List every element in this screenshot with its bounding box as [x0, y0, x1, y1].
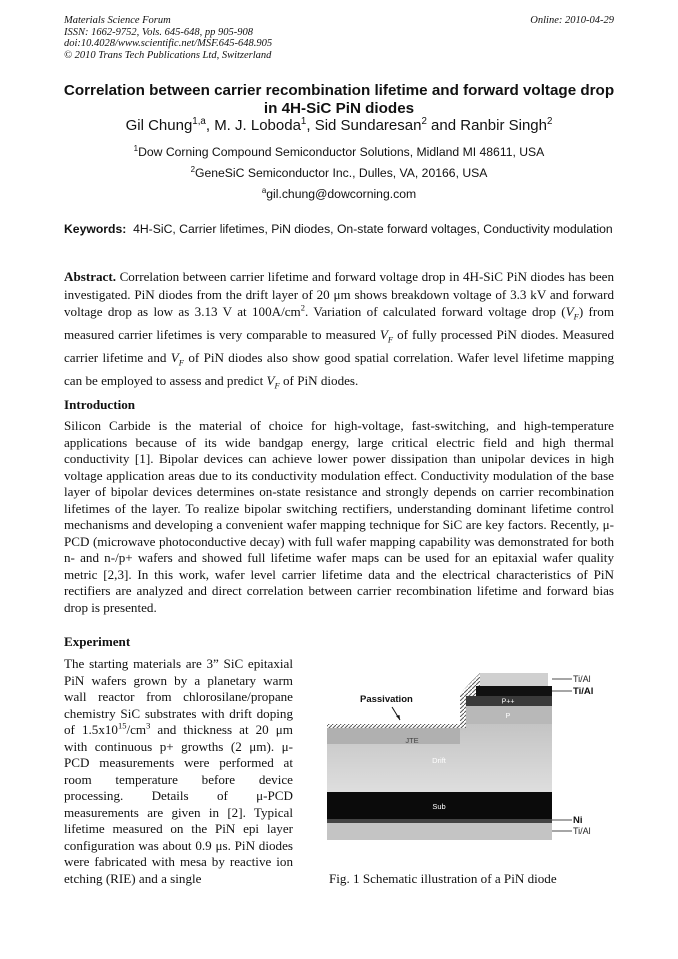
experiment-text-part: /cm	[126, 722, 147, 737]
author-name: Gil Chung	[125, 117, 193, 134]
affiliation-1	[0, 145, 678, 159]
author-sup: 2	[421, 116, 427, 127]
vf-subscript: F	[573, 311, 579, 322]
author-sup: 2	[546, 116, 553, 127]
ni-layer	[327, 819, 552, 823]
keywords-text: 4H-SiC, Carrier lifetimes, PiN diodes, On-state forward voltages, Conductivity modulation	[133, 222, 613, 236]
abstract-label: Abstract.	[64, 269, 116, 284]
affiliation-text: GeneSiC Semiconductor Inc., Dulles, VA, 20166, USA	[194, 166, 488, 180]
vf-symbol: V	[266, 373, 275, 389]
label-p: P	[505, 713, 511, 720]
paper-title: Correlation between carrier recombination lifetime and forward voltage drop in 4H-SiC PiN diodes	[63, 82, 615, 117]
abstract	[64, 268, 614, 395]
label-bottom-tial: Ti/Al	[573, 826, 591, 836]
keywords	[64, 222, 614, 237]
author-name: M. J. Loboda	[214, 117, 301, 134]
vf-symbol: V	[565, 304, 574, 319]
abstract-text: Correlation between carrier lifetime and forward voltage drop in 4H-SiC PiN diodes has been investigated. PiN diodes from the drift layer of 20 μm shows breakdown voltage of 3.3 kV and forward voltage drop as low as 3.13 V at 100A/cm	[64, 269, 614, 319]
journal-header	[64, 15, 272, 61]
vf-symbol: V	[379, 327, 388, 343]
author-sup: 1,a	[192, 116, 206, 127]
affiliation-2	[0, 166, 678, 180]
introduction-text: Silicon Carbide is the material of choice for high-voltage, fast-switching, and high-temperature applications because of its wide bandgap energy, large critical electric field and high thermal conductivity [1]. Bipolar devices can achieve lower power dissipation than unipolar devices in high voltage application areas due to its conductivity modulation effect. Conductivity modulation of the base layer of bipolar devices determines on-state resistance and strongly depends on carrier recombination lifetimes of the layer. To realize bipolar switching rectifiers, understanding dominant lifetime control mechanisms and developing a convenient wafer mapping technique for SiC are key factors. Recently, μ-PCD (microwave photoconductive decay) with full wafer mapping capability was demonstrated for both n- and n-/p+ wafers and showed full lifetime wafer maps can be used for an epitaxial wafer quality metric [2,3]. In this work, wafer level carrier lifetime data and the electrical characteristics of PiN rectifiers are analyzed and direct correlation between carrier recombination lifetime and forward bias drop is presented.	[64, 418, 614, 615]
abstract-text: of PiN diodes also show good spatial correlation. Wafer level lifetime mapping can be employed to assess and predict	[64, 350, 614, 389]
label-pplus: P++	[501, 698, 515, 706]
copyright-line: © 2010 Trans Tech Publications Ltd, Switzerland	[64, 49, 272, 61]
experiment-text-part: The starting materials are 3” SiC epitaxial PiN wafers grown by a planetary warm wall reactor from chlorosilane/propane chemistry SiC substrates with drift doping of 1.5x10	[64, 656, 293, 737]
affiliation-text: Dow Corning Compound Semiconductor Solutions, Midland MI 48611, USA	[138, 145, 545, 159]
top-metal-layer	[476, 686, 552, 696]
vf-subscript: F	[274, 380, 280, 391]
vf-subscript: F	[178, 357, 184, 368]
figure-caption: Fig. 1 Schematic illustration of a PiN diode	[329, 871, 557, 886]
vf-subscript: F	[387, 334, 394, 345]
journal-name: Materials Science Forum	[64, 15, 171, 26]
experiment-text	[64, 656, 293, 887]
label-ni: Ni	[573, 815, 583, 826]
label-jte: JTE	[405, 736, 419, 745]
abstract-text: of fully processed PiN diodes. Measured carrier lifetime and	[64, 327, 615, 366]
experiment-text-part: and thickness at 20 μm with continuous p+ growths (2 μm). μ-PCD measurements were performed at room temperature before device processing. Details of μ-PCD measurements are given in [2]. Typical lifetime measured on the PiN epi layer configuration was about 0.9 μs. PiN diodes were fabricated with mesa by reactive ion etching (RIE) and a single	[64, 722, 293, 886]
author-sup: 1	[300, 116, 307, 127]
label-sub: Sub	[432, 802, 446, 811]
affiliation-sup: 2	[190, 164, 195, 174]
author-email	[0, 187, 678, 201]
label-top-tial: Ti/Al	[573, 674, 591, 684]
experiment-sup: 3	[146, 720, 151, 731]
pin-diode-figure	[320, 665, 620, 847]
abstract-text: . Variation of calculated forward voltage drop (	[304, 304, 566, 319]
author-sep: and	[426, 117, 461, 134]
online-date: Online: 2010-04-29	[530, 15, 614, 26]
label-tial-bold: Ti/Al	[573, 686, 594, 697]
label-drift: Drift	[432, 756, 446, 765]
bottom-tial-layer	[327, 823, 552, 840]
author-sep: ,	[205, 117, 215, 134]
author-name: Sid Sundaresan	[314, 117, 422, 134]
abstract-text: of PiN diodes.	[279, 373, 359, 389]
doi-line: doi:10.4028/www.scientific.net/MSF.645-648.905	[64, 38, 273, 49]
author-name: Ranbir Singh	[460, 117, 547, 134]
vf-symbol: V	[170, 350, 179, 366]
abstract-text: ) from measured carrier lifetimes is very comparable to measured	[64, 304, 615, 343]
experiment-sup: 15	[117, 720, 127, 731]
abstract-sup: 2	[300, 302, 305, 313]
introduction-heading: Introduction	[64, 397, 136, 412]
email-text: gil.chung@dowcorning.com	[266, 187, 417, 201]
affiliation-sup: 1	[133, 143, 139, 153]
top-tial-layer	[480, 673, 548, 686]
issn-line: ISSN: 1662-9752, Vols. 645-648, pp 905-908	[64, 26, 253, 38]
email-sup: a	[261, 185, 267, 195]
label-passivation: Passivation	[360, 694, 413, 705]
author-sep: ,	[306, 117, 315, 134]
author-list	[0, 117, 678, 134]
experiment-heading: Experiment	[64, 634, 131, 649]
keywords-label: Keywords:	[64, 222, 127, 236]
